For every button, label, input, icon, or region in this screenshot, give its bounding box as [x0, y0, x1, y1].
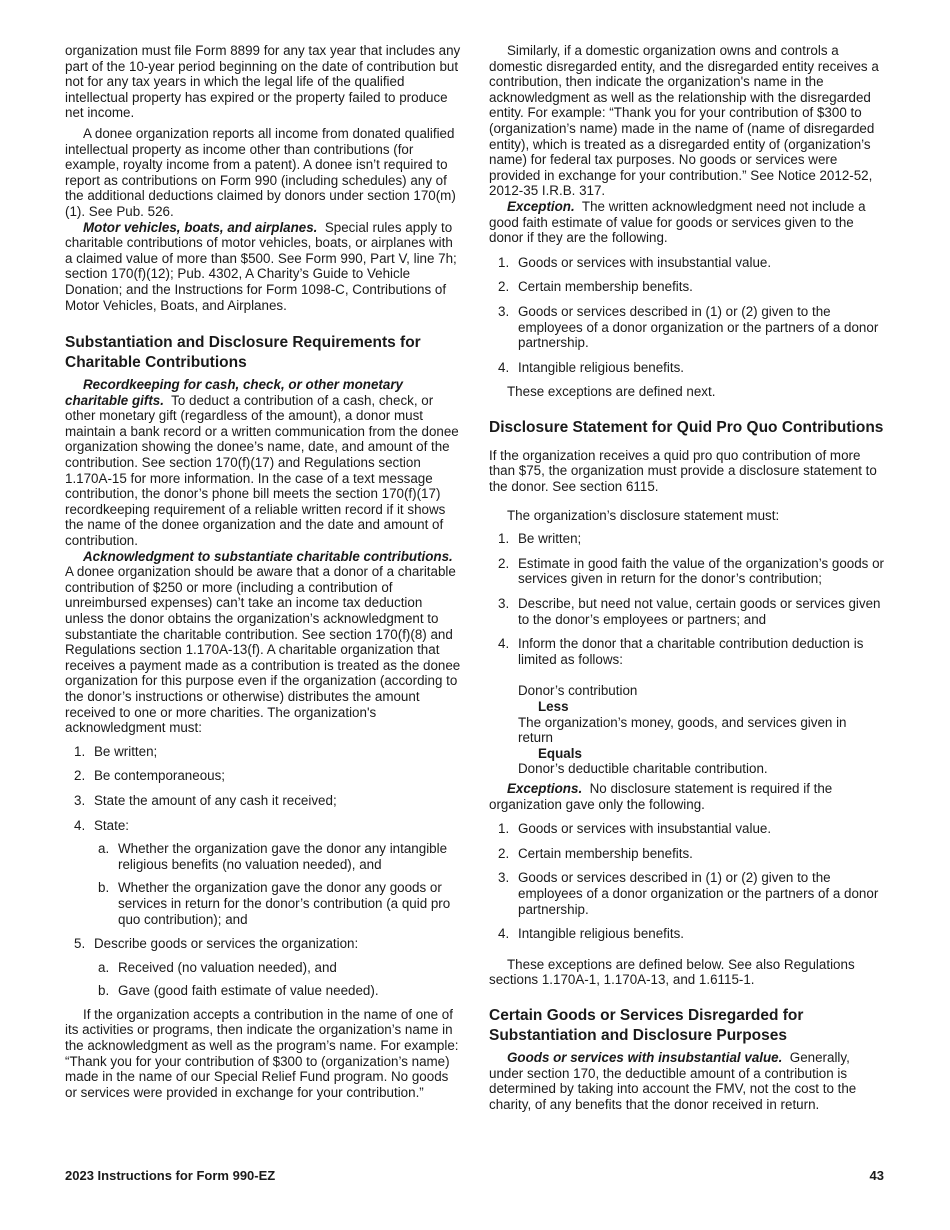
paragraph-text: A donee organization should be aware that a donor of a charitable contribution of $250 or more (including a contribution of unreimbursed expenses) can’t take an income tax deduction unless the donor obtains the organization’s acknowledgment to substantiate the charitable contribution. See section 170(f)(8) and Regulations section 1.170A-13(f). A charitable organization that receives a payment made as a contribution is treated as the donee organization for this purpose even if the organization (according to the donor’s instructions or otherwise) distributes the amount received to one or more charities. The organization's acknowledgment must: — [65, 564, 461, 736]
paragraph-statement-must: The organization’s disclosure statement must: — [507, 507, 780, 523]
section-heading-disregarded-goods: Certain Goods or Services Disregarded for Substantiation and Disclosure Purposes — [489, 1006, 804, 1044]
paragraph-intro: organization must file Form 8899 for any tax year that includes any part of the 10-year period beginning on the date of contribution but not for any tax years in which the legal life of the qualified intellectual property has expired or the property failed to produce net income. — [65, 43, 461, 121]
list-item-text: Goods or services described in (1) or (2) given to the employees of a donor organization or the partners of a donor partnership. — [518, 870, 879, 917]
list-item-text: Intangible religious benefits. — [518, 926, 685, 942]
list-marker: a. — [98, 959, 110, 975]
run-in-heading: Goods or services with insubstantial value. — [507, 1049, 783, 1065]
list-marker: 4. — [74, 817, 86, 833]
list-item-text: Whether the organization gave the donor any goods or services in return for the donor’s contribution (a quid pro quo contribution); and — [118, 880, 451, 927]
paragraph-disregarded-entity: Similarly, if a domestic organization owns and controls a domestic disregarded entity, and the disregarded entity receives a contribution, then indicate the organization's name in the acknowledgment as well as the relationship with the disregarded entity. For example: “Thank you for your contribution of $300 to (organization’s name) made in the name of (name of disregarded entity), which is treated as a disregarded entity of (organization’s name) for federal tax purposes. No goods or services were provided in exchange for your contribution.” See Notice 2012-52, 2012-35 I.R.B. 317. — [489, 43, 879, 199]
formula-contribution: Donor’s contribution — [518, 683, 638, 699]
list-item — [65, 768, 463, 784]
list-item — [489, 531, 885, 547]
list-item-text: Describe goods or services the organization: — [94, 936, 359, 952]
list-item-text: Inform the donor that a charitable contribution deduction is limited as follows: — [518, 636, 864, 667]
acknowledgment-list — [65, 744, 463, 999]
paragraph-text: Generally, under section 170, the deductible amount of a contribution is determined by taking into account the FMV, not the cost to the charity, of any benefits that the donor received in return. — [489, 1049, 857, 1112]
paragraph-recordkeeping — [65, 377, 463, 549]
section-heading-quid-pro-quo: Disclosure Statement for Quid Pro Quo Contributions — [489, 418, 884, 436]
list-marker: 1. — [74, 743, 86, 759]
list-marker: b. — [98, 880, 110, 896]
list-item — [489, 304, 885, 351]
list-marker: 1. — [498, 821, 510, 837]
paragraph-text: Special rules apply to charitable contributions of motor vehicles, boats, or airplanes with a claimed value of more than $500. See Form 990, Part V, line 7h; section 170(f)(12); Pub. 4302, A Charity’s Guide to Vehicle Donation; and the Instructions for Form 1098-C, Contributions of Motor Vehicles, Boats, and Airplanes. — [65, 219, 457, 313]
paragraph-exception — [489, 199, 885, 246]
list-item-text: Be written; — [94, 743, 158, 759]
list-marker: 4. — [498, 926, 510, 942]
list-marker: 1. — [498, 531, 510, 547]
list-marker: b. — [98, 983, 110, 999]
list-item — [65, 818, 463, 928]
list-item — [489, 596, 885, 627]
list-marker: 2. — [498, 555, 510, 571]
paragraph-exceptions — [489, 781, 885, 812]
list-marker: 3. — [498, 596, 510, 612]
list-item-text: Be contemporaneous; — [94, 768, 226, 784]
sub-list — [94, 960, 463, 999]
list-item — [489, 255, 885, 271]
right-column — [489, 43, 885, 1112]
sub-list-item — [94, 983, 463, 999]
list-item — [489, 636, 885, 667]
list-item — [489, 556, 885, 587]
run-in-heading: Recordkeeping for cash, check, or other monetary charitable gifts. — [65, 377, 403, 408]
list-marker: 5. — [74, 936, 86, 952]
paragraph-text: The written acknowledgment need not include a good faith estimate of value for goods or services given to the donor if they are the following. — [489, 198, 866, 246]
list-item — [65, 793, 463, 809]
list-marker: 2. — [498, 845, 510, 861]
paragraph-defined-below: These exceptions are defined below. See also Regulations sections 1.170A-1, 1.170A-13, and 1.6115-1. — [489, 956, 855, 988]
deduction-formula — [489, 683, 885, 777]
list-item — [489, 926, 885, 942]
footer-title: 2023 Instructions for Form 990-EZ — [65, 1168, 276, 1183]
paragraph-quid-pro-quo: If the organization receives a quid pro quo contribution of more than $75, the organization must provide a disclosure statement to the donor. See section 6115. — [489, 447, 877, 495]
list-item-text: Gave (good faith estimate of value needed). — [118, 983, 379, 999]
sub-list-item — [94, 880, 463, 927]
list-marker: 2. — [498, 279, 510, 295]
list-marker: 2. — [74, 768, 86, 784]
paragraph-donee: A donee organization reports all income from donated qualified intellectual property as income other than contributions (for example, royalty income from a patent). A donee isn’t required to report as contributions on Form 990 (including schedules) any of the additional deductions claimed by donors under section 170(m)(1). See Pub. 526. — [65, 125, 456, 219]
list-item — [65, 744, 463, 760]
list-marker: a. — [98, 841, 110, 857]
sub-list-item — [94, 841, 463, 872]
sub-list — [94, 841, 463, 927]
list-marker: 4. — [498, 359, 510, 375]
section-heading-substantiation: Substantiation and Disclosure Requirements for Charitable Contributions — [65, 334, 421, 372]
list-item — [65, 936, 463, 999]
list-item — [489, 821, 885, 837]
left-column — [65, 43, 463, 1100]
list-item-text: Describe, but need not value, certain goods or services given to the donor’s employees or partners; and — [518, 596, 881, 627]
run-in-heading: Acknowledgment to substantiate charitable contributions. — [83, 548, 453, 564]
list-item-text: Whether the organization gave the donor any intangible religious benefits (no valuation needed), and — [118, 841, 448, 872]
sub-list-item — [94, 960, 463, 976]
paragraph-text: No disclosure statement is required if the organization gave only the following. — [489, 780, 833, 812]
formula-operator-equals: Equals — [538, 745, 582, 761]
formula-operator-less: Less — [538, 699, 569, 714]
list-item-text: Goods or services with insubstantial value. — [518, 821, 772, 837]
disclosure-exception-list — [489, 821, 885, 942]
run-in-heading: Exception. — [507, 198, 575, 214]
page-number: 43 — [869, 1168, 884, 1183]
paragraph-insubstantial-value — [489, 1050, 885, 1112]
list-item — [489, 846, 885, 862]
list-marker: 3. — [498, 870, 510, 886]
list-item — [489, 360, 885, 376]
list-item-text: State the amount of any cash it received; — [94, 792, 337, 808]
list-item-text: Certain membership benefits. — [518, 845, 693, 861]
list-marker: 3. — [498, 303, 510, 319]
formula-result: Donor’s deductible charitable contribution. — [518, 761, 768, 777]
disclosure-list — [489, 531, 885, 667]
list-item — [489, 279, 885, 295]
run-in-heading: Motor vehicles, boats, and airplanes. — [83, 219, 318, 235]
list-item-text: Goods or services with insubstantial value. — [518, 254, 772, 270]
run-in-heading: Exceptions. — [507, 780, 583, 796]
exception-list — [489, 255, 885, 376]
paragraph-motor-vehicles — [65, 220, 463, 314]
list-item-text: Received (no valuation needed), and — [118, 959, 337, 975]
paragraph-text: To deduct a contribution of a cash, check, or other monetary gift (regardless of the amount), a donor must maintain a bank record or a written communication from the donee organization showing the donee’s name, date, and amount of the contribution. See section 170(f)(17) and Regulations section 1.170A-15 for more information. In the case of a text message contribution, the donor’s phone bill meets the section 170(f)(17) recordkeeping requirement of a reliable written record if it shows the name of the donee organization and the date and amount of contribution. — [65, 392, 459, 549]
list-item-text: State: — [94, 817, 129, 833]
paragraph-defined-next: These exceptions are defined next. — [507, 384, 716, 400]
list-marker: 3. — [74, 792, 86, 808]
list-marker: 4. — [498, 636, 510, 652]
paragraph-acknowledgment — [65, 549, 463, 736]
list-item-text: Goods or services described in (1) or (2) given to the employees of a donor organization or the partners of a donor partnership. — [518, 303, 879, 351]
list-item-text: Intangible religious benefits. — [518, 359, 685, 375]
list-item-text: Certain membership benefits. — [518, 279, 693, 295]
list-item-text: Be written; — [518, 531, 582, 547]
list-item — [489, 870, 885, 917]
list-marker: 1. — [498, 254, 510, 270]
list-item-text: Estimate in good faith the value of the organization’s goods or services given in return for the donor’s contribution; — [518, 555, 884, 587]
paragraph-program-name: If the organization accepts a contribution in the name of one of its activities or programs, then indicate the organization’s name in the acknowledgment as well as the program’s name. For example: “Thank you for your contribution of $300 to (organization’s name) made in the name of our Special Relief Fund program. No goods or services were provided in exchange for your contribution.” — [65, 1006, 459, 1100]
formula-benefits: The organization’s money, goods, and services given in return — [518, 714, 847, 746]
